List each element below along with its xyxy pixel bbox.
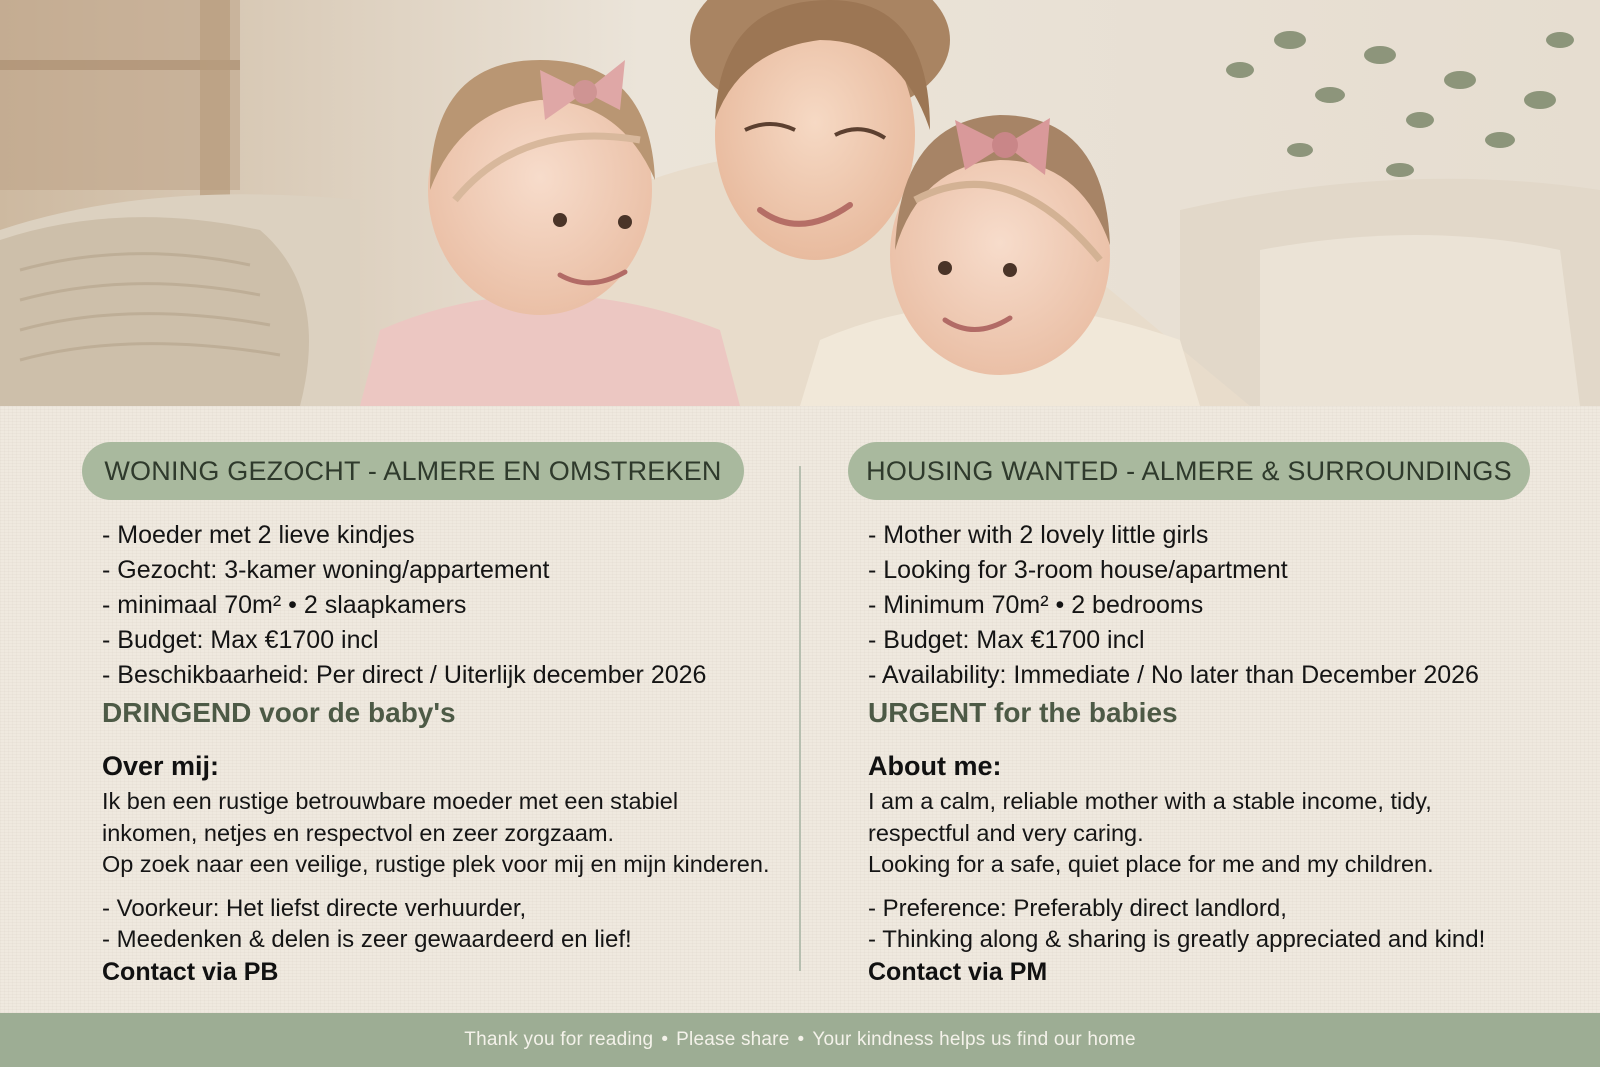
about-line: respectful and very caring.: [868, 819, 1144, 846]
english-about-text: [868, 786, 1538, 881]
dutch-preferences-list: [102, 893, 782, 956]
dutch-contact: Contact via PB: [102, 957, 279, 986]
footer-separator: •: [661, 1029, 669, 1050]
column-divider: [799, 466, 801, 971]
english-column: [848, 442, 1538, 987]
dutch-requirements-list: [102, 518, 782, 693]
english-preferences-list: [868, 893, 1538, 956]
dutch-about-heading: Over mij:: [102, 751, 220, 781]
about-line: Ik ben een rustige betrouwbare moeder met een stabiel: [102, 788, 679, 814]
list-item: - Mother with 2 lovely little girls: [868, 521, 1209, 549]
english-about-heading: About me:: [868, 751, 1002, 781]
about-line: Op zoek naar een veilige, rustige plek voor mij en mijn kinderen.: [102, 851, 770, 877]
list-item: - Voorkeur: Het liefst directe verhuurder,: [102, 894, 527, 922]
list-item: - Meedenken & delen is zeer gewaardeerd en lief!: [102, 926, 632, 953]
footer-kindness: Your kindness helps us find our home: [812, 1029, 1136, 1050]
list-item: - Moeder met 2 lieve kindjes: [102, 521, 415, 549]
list-item: - Preference: Preferably direct landlord,: [868, 894, 1287, 922]
about-line: inkomen, netjes en respectvol en zeer zorgzaam.: [102, 819, 615, 846]
dutch-column: [82, 442, 782, 987]
footer-bar: [0, 1013, 1600, 1067]
list-item: - Availability: Immediate / No later than December 2026: [868, 661, 1479, 689]
english-contact: Contact via PM: [868, 957, 1048, 986]
info-panel: [0, 406, 1600, 1013]
list-item: - Minimum 70m² • 2 bedrooms: [868, 591, 1204, 619]
dutch-title-pill: WONING GEZOCHT - ALMERE EN OMSTREKEN: [82, 442, 744, 500]
list-item: - Beschikbaarheid: Per direct / Uiterlijk december 2026: [102, 661, 707, 689]
list-item: - Budget: Max €1700 incl: [868, 626, 1145, 654]
about-line: Looking for a safe, quiet place for me and my children.: [868, 851, 1434, 877]
english-requirements-list: [868, 518, 1538, 693]
list-item: - Gezocht: 3-kamer woning/appartement: [102, 556, 550, 584]
footer-thanks: Thank you for reading: [464, 1029, 654, 1050]
footer-share: Please share: [676, 1029, 790, 1050]
list-item: - minimaal 70m² • 2 slaapkamers: [102, 591, 467, 619]
english-title-pill: HOUSING WANTED - ALMERE & SURROUNDINGS: [848, 442, 1530, 500]
list-item: - Thinking along & sharing is greatly appreciated and kind!: [868, 926, 1486, 953]
dutch-urgent-note: DRINGEND voor de baby's: [102, 697, 456, 728]
english-urgent-note: URGENT for the babies: [868, 697, 1178, 728]
photo-illustration: [0, 0, 1600, 406]
about-line: I am a calm, reliable mother with a stable income, tidy,: [868, 788, 1432, 814]
hero-photo: [0, 0, 1600, 406]
footer-separator: •: [797, 1029, 805, 1050]
list-item: - Budget: Max €1700 incl: [102, 626, 379, 654]
dutch-about-text: [102, 786, 782, 881]
list-item: - Looking for 3-room house/apartment: [868, 556, 1288, 584]
